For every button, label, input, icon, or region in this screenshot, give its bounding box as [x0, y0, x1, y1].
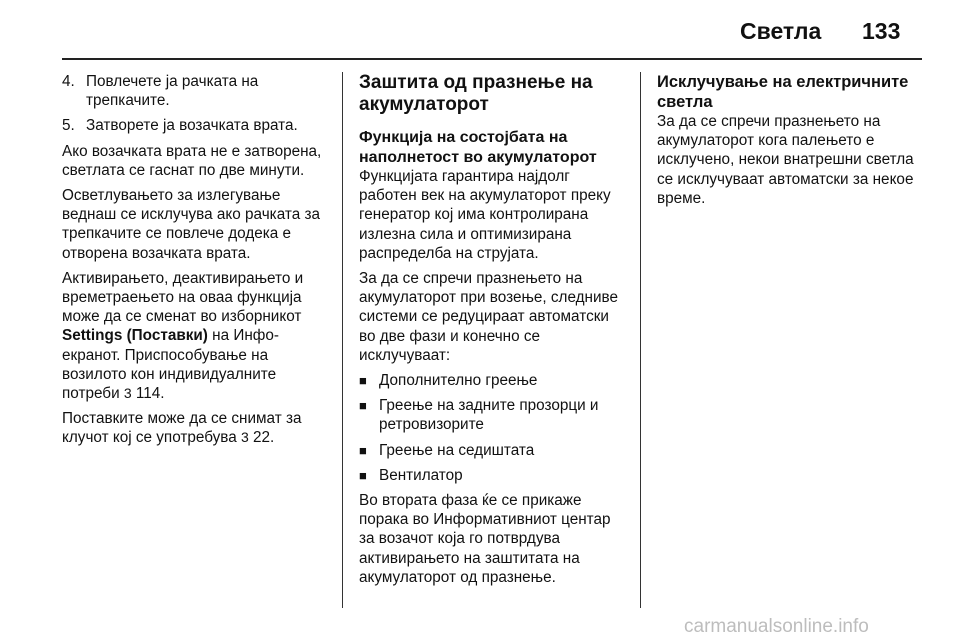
step-text: Повлечете ја рачката на трепкачите.	[86, 73, 259, 110]
paragraph-reduction: За да се спречи празнењето на акумулаторот при возење, следниве системи се редуцираат автоматски во две фази и конечно се исклучуваат:	[359, 270, 619, 364]
list-item	[359, 371, 627, 390]
column-divider-2	[640, 72, 641, 608]
bullet-icon: ■	[359, 442, 367, 458]
step-item	[62, 116, 330, 135]
list-item-text: Греење на задните прозорци и ретровизорите	[379, 397, 599, 434]
page-reference: 22.	[248, 429, 275, 447]
list-item	[359, 396, 627, 434]
paragraph-function: Функцијата гарантира најдолг работен век на акумулаторот преку генератор кој има контролирана излезна сила и оптимизирана распределба на струјата.	[359, 168, 611, 262]
list-item-text: Дополнително греење	[379, 372, 538, 390]
list-item-text: Греење на седиштата	[379, 441, 535, 459]
paragraph-text: Активирањето, деактивирањето и времетраењето на оваа функција може да се сменат во изборникот	[62, 269, 304, 326]
page-number: 133	[862, 18, 901, 44]
column-divider-1	[342, 72, 343, 608]
paragraph-text: на Инфо-екранот. Приспособување на возилото кон индивидуалните потреби	[62, 327, 279, 403]
list-item	[359, 441, 627, 460]
paragraph-second-phase: Во втората фаза ќе се прикаже порака во Информативниот центар за возачот која го потврдува активирањето на заштитата на акумулаторот од празнење.	[359, 492, 611, 586]
subsection-heading-charge-state: Функција на состојбата на наполнетост во акумулаторот	[359, 129, 597, 166]
page-header	[0, 0, 960, 60]
column-3	[657, 72, 925, 214]
step-text: Затворете ја возачката врата.	[86, 117, 298, 135]
column-2	[359, 72, 627, 593]
chapter-title: Светла	[740, 18, 822, 44]
watermark: carmanualsonline.info	[684, 616, 869, 637]
section-heading-battery-protection: Заштита од празнење на акумулаторот	[359, 72, 593, 115]
step-number: 5.	[62, 117, 75, 135]
bullet-icon: ■	[359, 373, 367, 389]
paragraph-door-timeout: Ако возачката врата не е затворена, светлата се гаснат по две минути.	[62, 142, 322, 179]
page-reference-icon: 3	[241, 429, 249, 446]
page-reference-icon: 3	[123, 385, 132, 402]
column-1	[62, 72, 330, 454]
list-item-text: Вентилатор	[379, 466, 463, 484]
step-number: 4.	[62, 73, 75, 90]
list-item	[359, 466, 627, 485]
paragraph-exit-lighting: Осветлувањето за излегување веднаш се исклучува ако рачката за трепкачите се повлече додека е отворена возачката врата.	[62, 187, 320, 262]
settings-menu-label: Settings (Поставки)	[62, 327, 208, 345]
section-heading-lights-off: Исклучување на електричните светла	[657, 73, 909, 111]
header-rule	[62, 58, 922, 60]
bullet-icon: ■	[359, 467, 367, 483]
paragraph-key-settings	[62, 409, 330, 447]
paragraph-settings	[62, 269, 330, 403]
page-reference: 114.	[131, 385, 165, 403]
paragraph-lights-off: За да се спречи празнењето на акумулаторот кога палењето е исклучено, некои внатрешни светла се исклучуваат автоматски за некое време.	[657, 113, 914, 207]
paragraph-text: Поставките може да се снимат за клучот кој се употребува	[62, 410, 302, 447]
step-item	[62, 72, 330, 110]
bullet-icon: ■	[359, 398, 367, 414]
